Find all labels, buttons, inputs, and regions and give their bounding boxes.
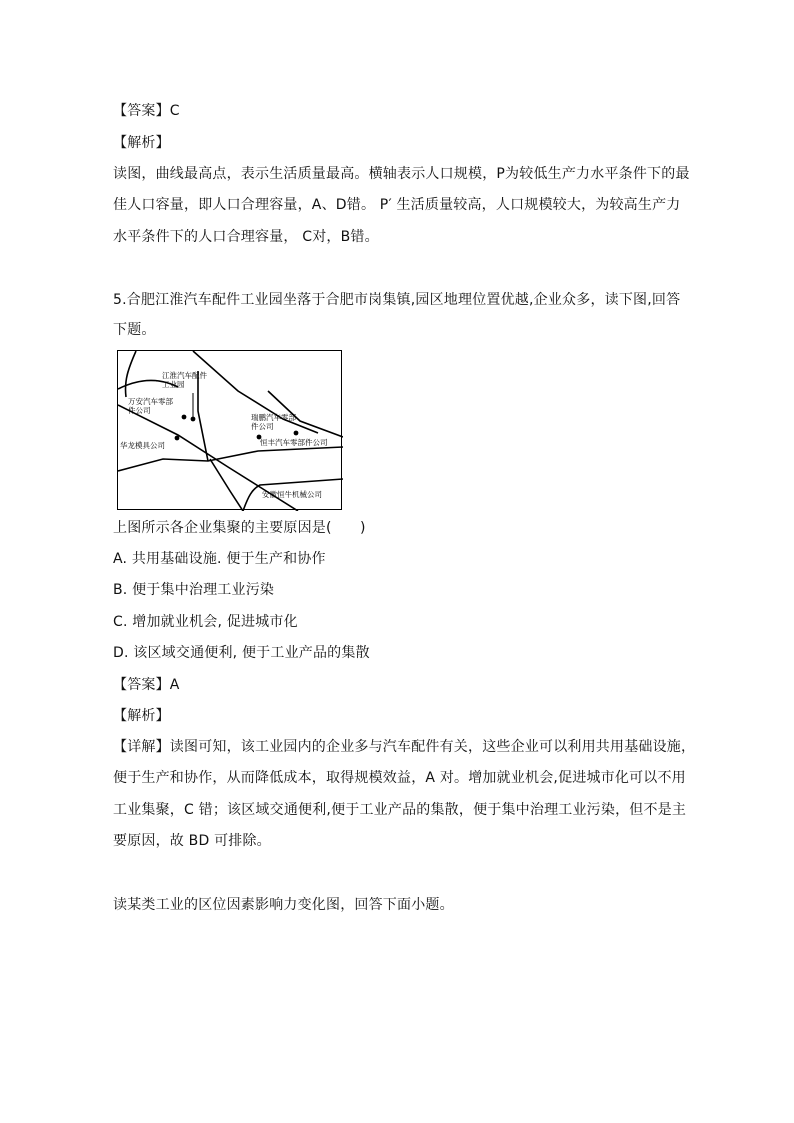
label-hualong: 华龙模具公司 xyxy=(120,441,165,450)
label-anhui: 安徽恒牛机械公司 xyxy=(262,490,322,499)
analysis-heading-q4: 【解析】 xyxy=(113,135,170,151)
question-stem: 5.合肥江淮汽车配件工业园坐落于合肥市岗集镇,园区地理位置优越,企业众多，读下图,回答 xyxy=(113,292,681,308)
marker-jianghuai xyxy=(191,417,196,422)
analysis-line: 便于生产和协作，从而降低成本，取得规模效益，A 对。增加就业机会,促进城市化可以不用 xyxy=(113,770,686,786)
option-c: C. 增加就业机会, 促进城市化 xyxy=(113,614,298,630)
next-question-intro: 读某类工业的区位因素影响力变化图，回答下面小题。 xyxy=(113,897,454,913)
analysis-line: 佳人口容量，即人口合理容量，A、D错。 P′ 生活质量较高，人口规模较大，为较高生产力 xyxy=(113,197,681,213)
marker-hualong xyxy=(175,436,180,441)
marker-hengfeng xyxy=(294,431,299,436)
option-d: D. 该区域交通便利, 便于工业产品的集散 xyxy=(113,645,370,661)
analysis-line: 工业集聚，C 错；该区域交通便利,便于工业产品的集散，便于集中治理工业污染，但不是主 xyxy=(113,802,687,818)
label-ruipeng: 瑞鹏汽车零部件公司 xyxy=(251,413,296,431)
analysis-heading-q5: 【解析】 xyxy=(113,708,170,724)
analysis-line: 读图，曲线最高点，表示生活质量最高。横轴表示人口规模，P为较低生产力水平条件下的最 xyxy=(113,166,690,182)
question-stem: 下题。 xyxy=(113,322,156,338)
label-wanan: 万安汽车零部件公司 xyxy=(128,397,173,415)
answer-label-q4: 【答案】C xyxy=(113,103,180,119)
label-hengfeng: 恒丰汽车零部件公司 xyxy=(260,438,328,447)
option-b: B. 便于集中治理工业污染 xyxy=(113,582,275,598)
option-a: A. 共用基础设施. 便于生产和协作 xyxy=(113,551,326,567)
answer-label-q5: 【答案】A xyxy=(113,677,180,693)
analysis-line: 【详解】读图可知，该工业园内的企业多与汽车配件有关，这些企业可以利用共用基础设施， xyxy=(113,739,696,755)
industrial-park-map xyxy=(117,350,342,510)
label-jianghuai: 江淮汽车配件工业园 xyxy=(162,371,207,389)
analysis-line: 水平条件下的人口合理容量， C对，B错。 xyxy=(113,229,379,245)
analysis-line: 要原因，故 BD 可排除。 xyxy=(113,833,271,849)
question-prompt: 上图所示各企业集聚的主要原因是( ) xyxy=(113,520,366,536)
marker-wanan xyxy=(182,415,187,420)
map-roads xyxy=(118,351,343,511)
